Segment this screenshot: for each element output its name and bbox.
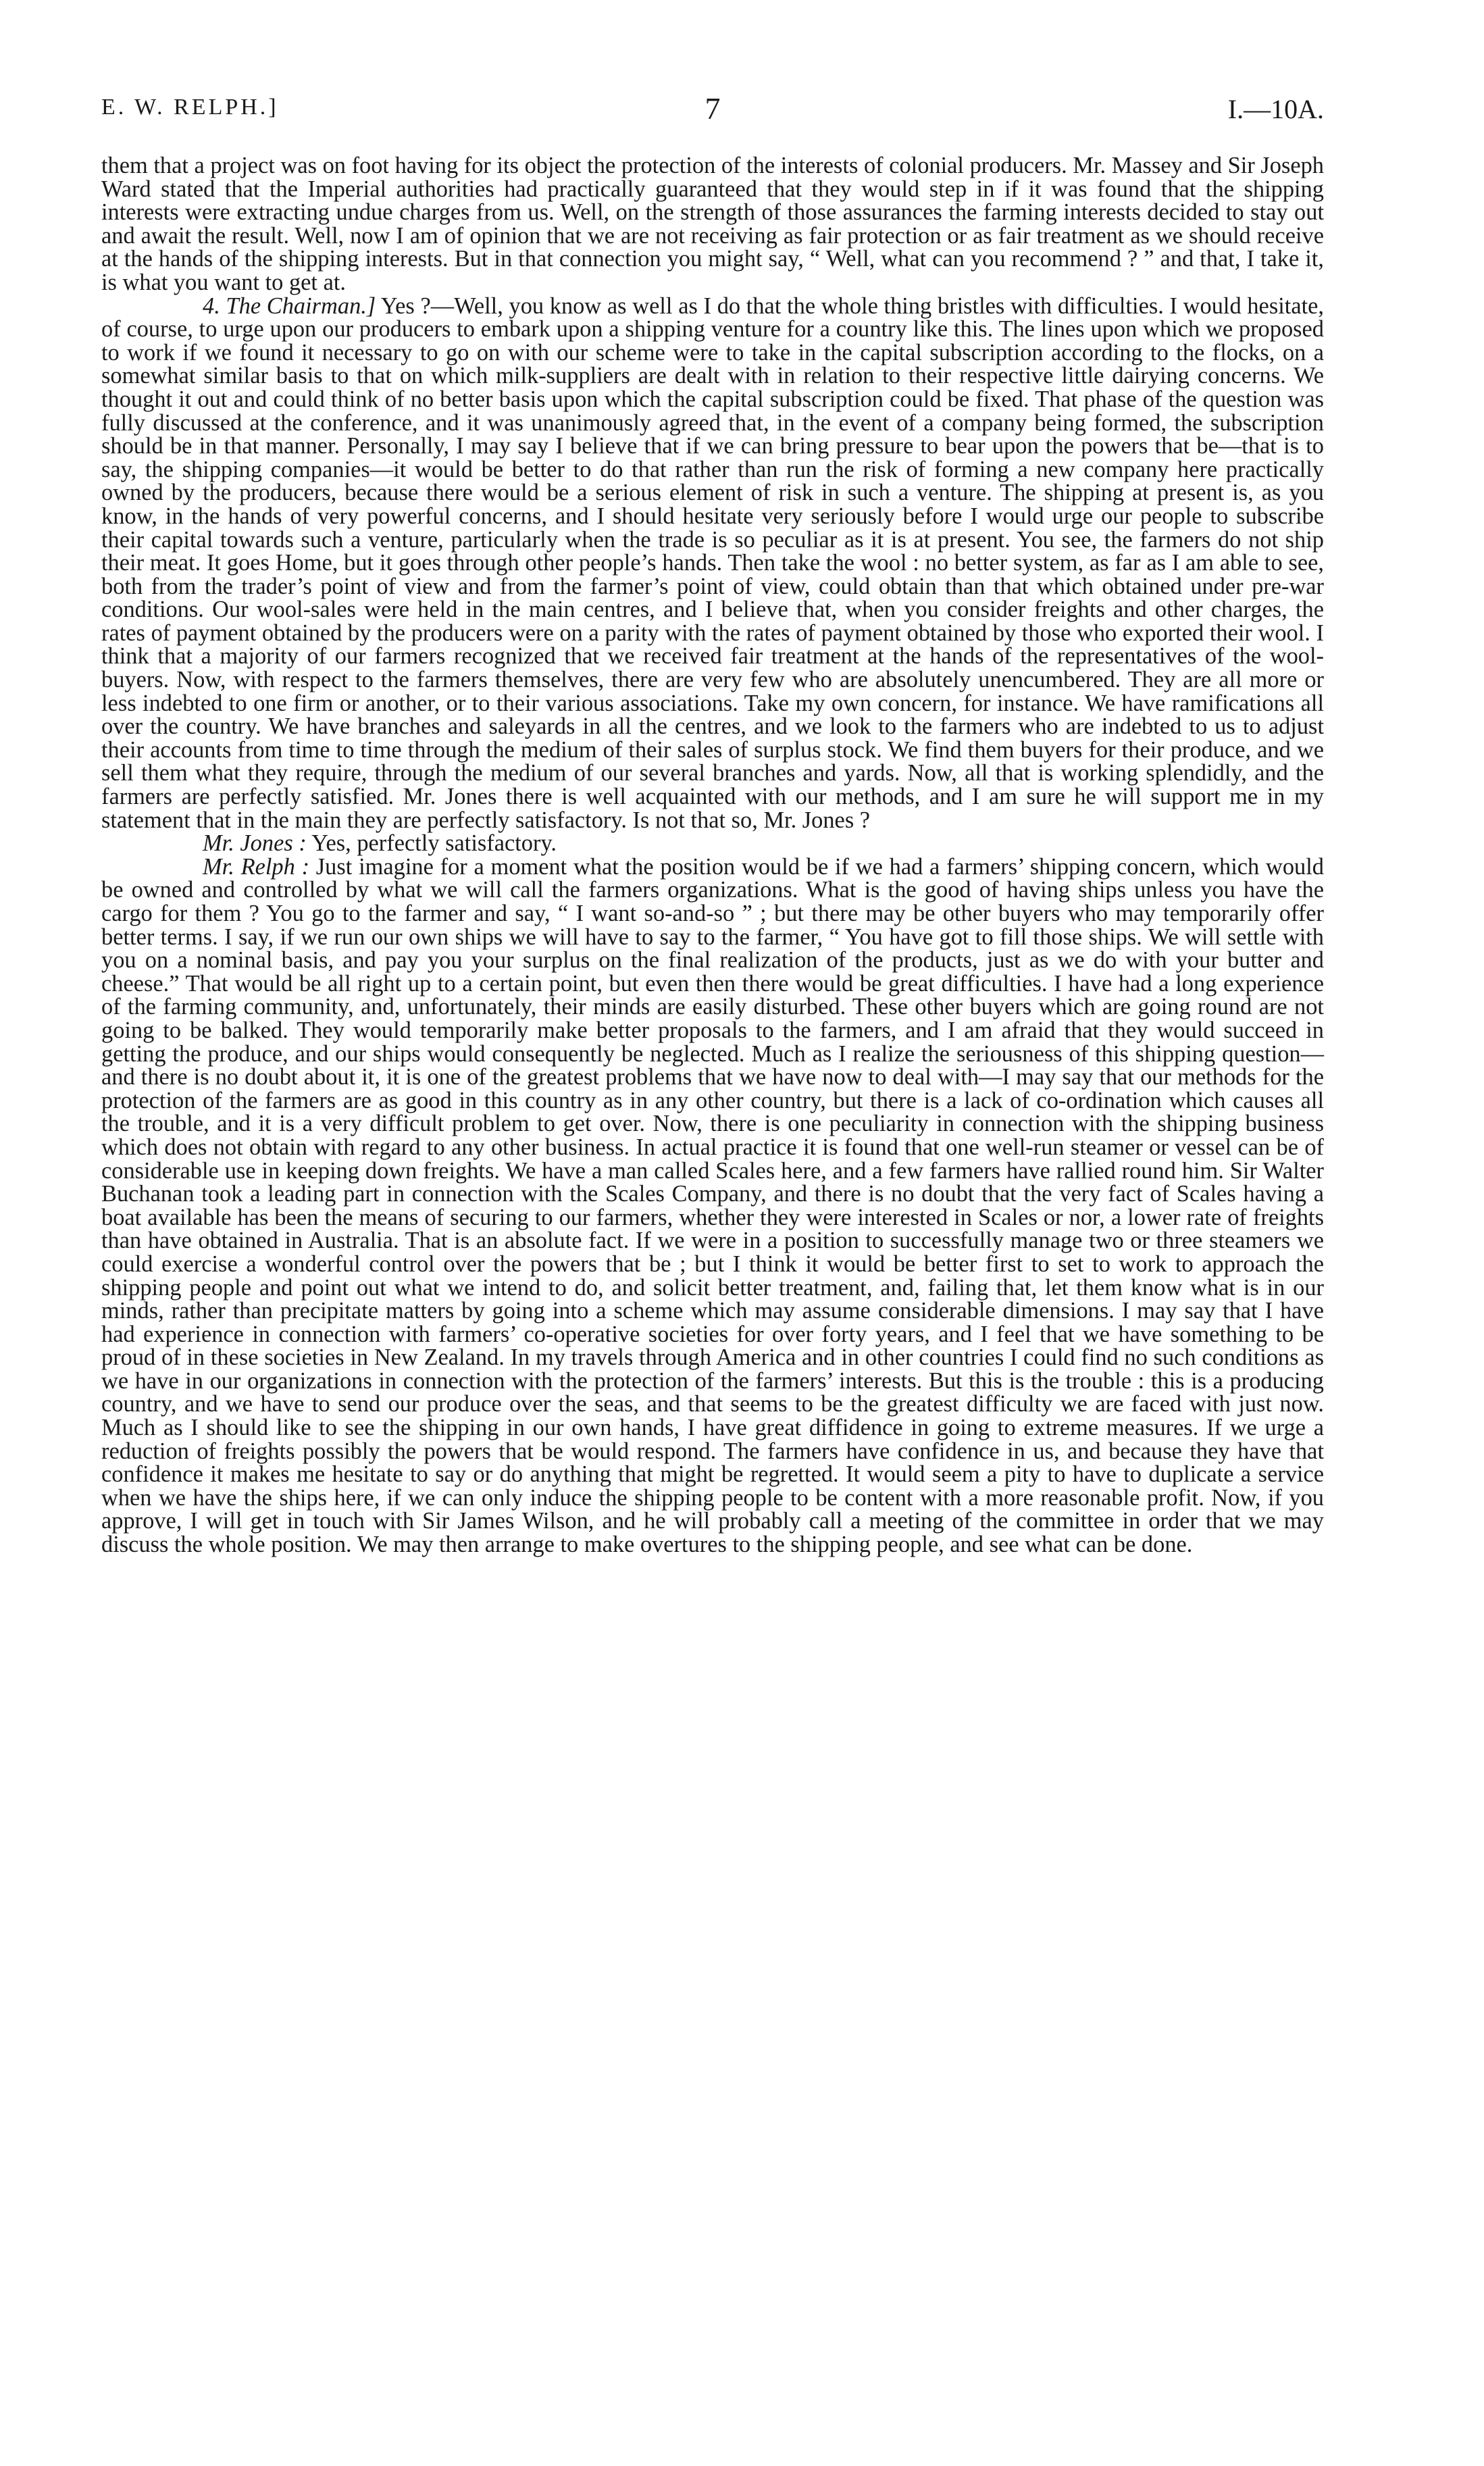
paragraph-text: them that a project was on foot having for its object the protection of the interests of colonial producers. Mr. Massey and Sir Joseph Ward stated that the Imperial authorities had practically guaranteed that they would step in if it was found that the shipping interests were extracting undue charges from us. Well, on the strength of those assurances the farming interests decided to stay out and await the result. Well, now I am of opinion that we are not receiving as fair protection or as fair treatment as we should receive at the hands of the shipping interests. But in that connection you might say, “ Well, what can you recommend ? ” and that, I take it, is what you want to get at.	[101, 153, 1324, 295]
speaker-label: 4. The Chairman.]	[203, 293, 376, 319]
header-paper-reference: I.—10A.	[1227, 94, 1324, 124]
document-body	[101, 154, 1324, 1557]
page-number: 7	[705, 91, 721, 126]
page-header	[101, 91, 1324, 131]
paragraph-text: Yes, perfectly satisfactory.	[306, 830, 557, 857]
paragraph-continuation	[101, 154, 1324, 295]
paragraph-question-4	[101, 295, 1324, 832]
paragraph-text: Just imagine for a moment what the position would be if we had a farmers’ shipping concern, which would be owned and controlled by what we will call the farmers organizations. What is the good of having ships unless you have the cargo for them ? You go to the farmer and say, “ I want so-and-so ” ; but there may be other buyers who may temporarily offer better terms. I say, if we run our own ships we will have to say to the farmer, “ You have got to fill those ships. We will settle with you on a nominal basis, and pay you your surplus on the final realization of the products, just as we do with your butter and cheese.” That would be all right up to a certain point, but even then there would be great difficulties. I have had a long experience of the farming community, and, unfortunately, their minds are easily disturbed. These other buyers which are going round are not going to be balked. They would temporarily make better proposals to the farmers, and I am afraid that they would succeed in getting the produce, and our ships would consequently be neglected. Much as I realize the seriousness of this shipping question—and there is no doubt about it, it is one of the greatest problems that we have now to deal with—I may say that our methods for the protection of the farmers are as good in this country as in any other country, but there is a lack of co-ordination which causes all the trouble, and it is a very difficult problem to get over. Now, there is one peculiarity in connection with the shipping business which does not obtain with regard to any other business. In actual practice it is found that one well-run steamer or vessel can be of considerable use in keeping down freights. We have a man called Scales here, and a few farmers have rallied round him. Sir Walter Buchanan took a leading part in connection with the Scales Company, and there is no doubt that the very fact of Scales having a boat available has been the means of securing to our farmers, whether they were interested in Scales or nor, a lower rate of freights than have obtained in Australia. That is an absolute fact. If we were in a position to successfully manage two or three steamers we could exercise a wonderful control over the powers that be ; but I think it would be better first to set to work to approach the shipping people and point out what we intend to do, and solicit better treatment, and, failing that, let them know what is in our minds, rather than precipitate matters by going into a scheme which may assume considerable dimensions. I may say that I have had experience in connection with farmers’ co-operative societies for over forty years, and I feel that we have something to be proud of in these societies in New Zealand. In my travels through America and in other countries I could find no such conditions as we have in our organizations in connection with the protection of the farmers’ interests. But this is the trouble : this is a producing country, and we have to send our produce over the seas, and that seems to be the greatest difficulty we are faced with just now. Much as I should like to see the shipping in our own hands, I have great diffidence in going to extreme measures. If we urge a reduction of freights possibly the powers that be would respond. The farmers have confidence in us, and because they have that confidence it makes me hesitate to say or do anything that might be regretted. It would seem a pity to have to duplicate a service when we have the ships here, if we can only induce the shipping people to be content with a more reasonable profit. Now, if you approve, I will get in touch with Sir James Wilson, and he will probably call a meeting of the committee in order that we may discuss the whole position. We may then arrange to make overtures to the shipping people, and see what can be done.	[101, 853, 1324, 1558]
paragraph-relph-statement	[101, 855, 1324, 1557]
speaker-label: Mr. Relph :	[203, 853, 310, 880]
paragraph-text: Yes ?—Well, you know as well as I do that the whole thing bristles with difficulties. I would hesitate, of course, to urge upon our producers to embark upon a shipping venture for a country like this. The lines upon which we proposed to work if we found it necessary to go on with our scheme were to take in the capital subscription according to the flocks, on a somewhat similar basis to that on which milk-suppliers are dealt with in relation to their respective little dairying concerns. We thought it out and could think of no better basis upon which the capital subscription could be fixed. That phase of the question was fully discussed at the conference, and it was unanimously agreed that, in the event of a company being formed, the subscription should be in that manner. Personally, I may say I believe that if we can bring pressure to bear upon the powers that be—that is to say, the shipping companies—it would be better to do that rather than run the risk of forming a new company here practically owned by the producers, because there would be a serious element of risk in such a venture. The shipping at present is, as you know, in the hands of very powerful concerns, and I should hesitate very seriously before I would urge our people to subscribe their capital towards such a venture, particularly when the trade is so peculiar as it is at present. You see, the farmers do not ship their meat. It goes Home, but it goes through other people’s hands. Then take the wool : no better system, as far as I am able to see, both from the trader’s point of view and from the farmer’s point of view, could obtain than that which obtained under pre-war conditions. Our wool-sales were held in the main centres, and I believe that, when you consider freights and other charges, the rates of payment obtained by the producers were on a parity with the rates of payment obtained by those who exported their wool. I think that a majority of our farmers recognized that we received fair treatment at the hands of the representatives of the wool-buyers. Now, with respect to the farmers themselves, there are very few who are absolutely unencumbered. They are all more or less indebted to one firm or another, or to their various associations. Take my own concern, for instance. We have ramifications all over the country. We have branches and saleyards in all the centres, and we look to the farmers who are indebted to us to adjust their accounts from time to time through the medium of their sales of surplus stock. We find them buyers for their produce, and we sell them what they require, through the medium of our several branches and yards. Now, all that is working splendidly, and the farmers are perfectly satisfied. Mr. Jones there is well acquainted with our methods, and I am sure he will support me in my statement that in the main they are perfectly satisfactory. Is not that so, Mr. Jones ?	[101, 293, 1324, 833]
header-witness-name: E. W. RELPH.]	[101, 95, 279, 120]
speaker-label: Mr. Jones :	[203, 830, 307, 857]
paragraph-jones-reply	[101, 832, 1324, 855]
